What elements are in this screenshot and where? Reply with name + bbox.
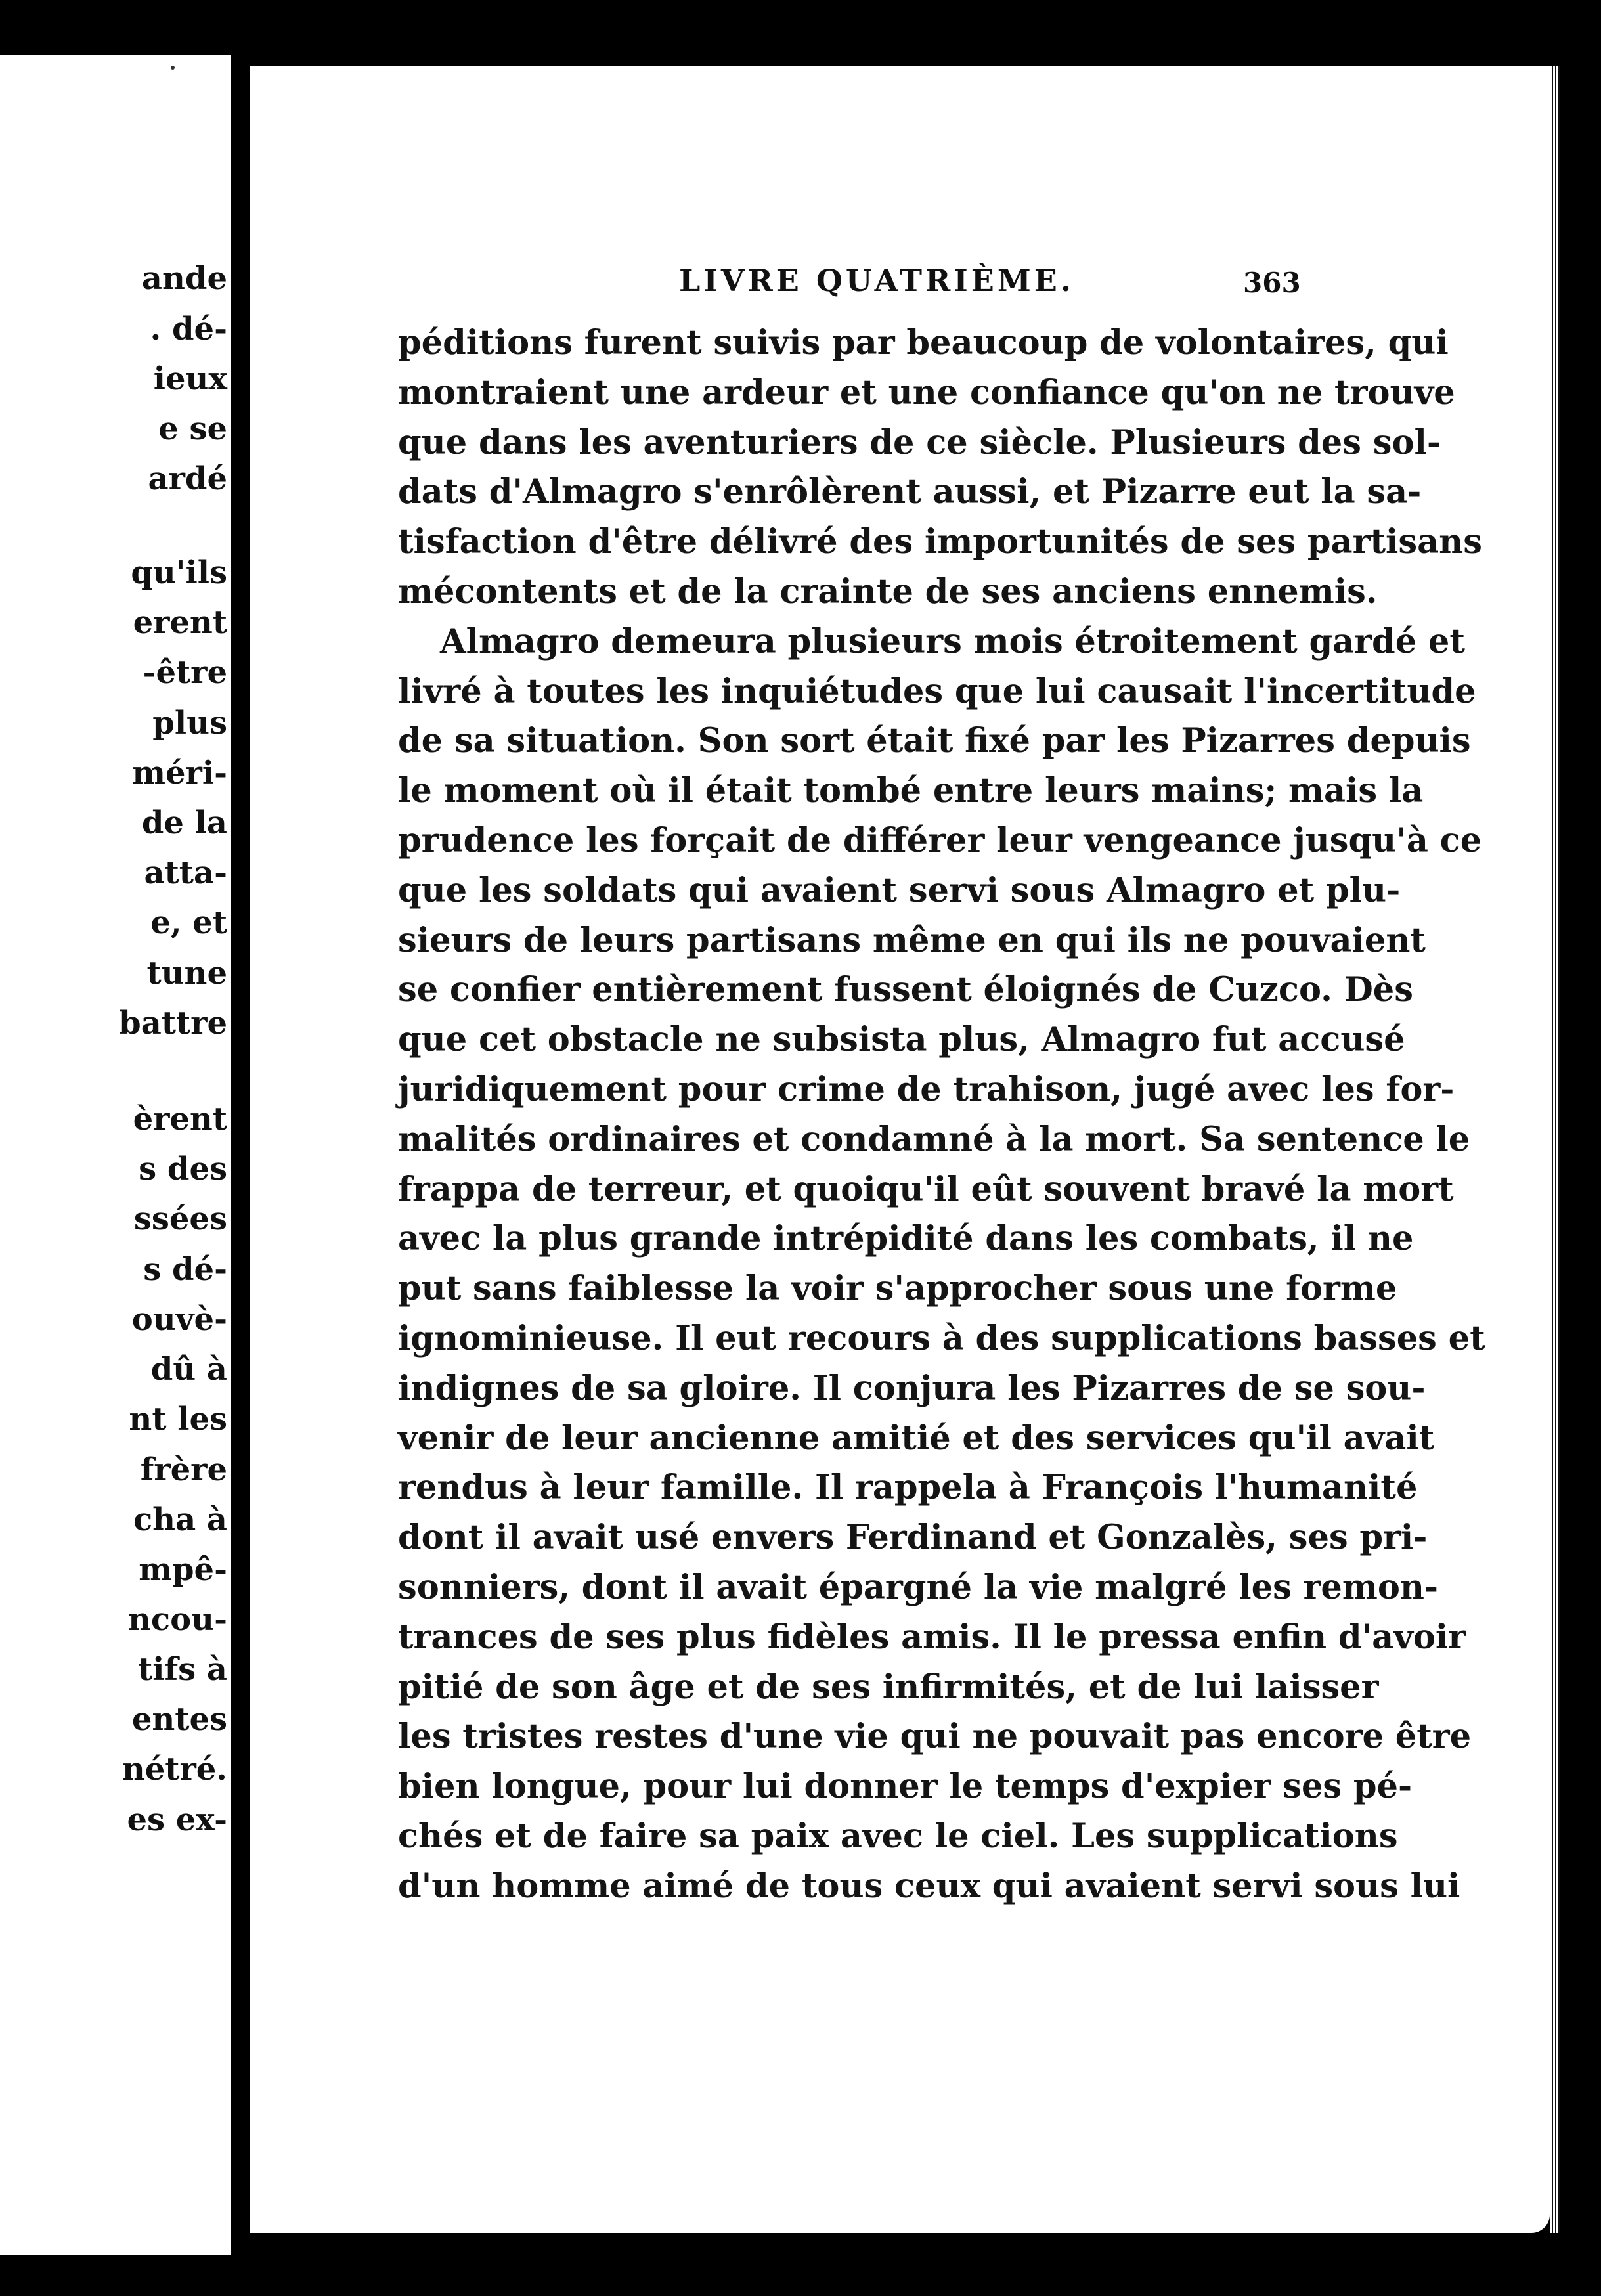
left-page-fragment: e se xyxy=(158,410,227,447)
left-page-fragment: atta- xyxy=(144,854,227,891)
text-line: dont il avait usé envers Ferdinand et Gonzalès, ses pri- xyxy=(398,1518,1428,1558)
left-page-fragment: s dé- xyxy=(143,1251,227,1288)
body-text xyxy=(398,319,1485,1912)
text-line: que dans les aventuriers de ce siècle. Plusieurs des sol- xyxy=(398,422,1441,462)
text-line: d'un homme aimé de tous ceux qui avaient servi sous lui xyxy=(398,1866,1460,1906)
left-page-fragment: dû à xyxy=(150,1351,227,1388)
left-page-fragment: tune xyxy=(146,955,227,992)
page-number: 363 xyxy=(1243,267,1301,299)
left-page-fragment: erent xyxy=(133,604,227,641)
right-page xyxy=(250,66,1550,2233)
left-page-fragment: -être xyxy=(143,654,227,691)
left-page-fragment: plus xyxy=(152,705,227,741)
text-line: le moment où il était tombé entre leurs mains; mais la xyxy=(398,771,1424,811)
left-page-fragment: ssées xyxy=(133,1201,227,1237)
text-line: pitié de son âge et de ses infirmités, et de lui laisser xyxy=(398,1667,1379,1707)
left-page-fragment: ande xyxy=(141,260,227,297)
text-line: montraient une ardeur et une confiance qu'on ne trouve xyxy=(398,372,1455,412)
text-line: de sa situation. Son sort était fixé par les Pizarres depuis xyxy=(398,721,1471,761)
left-page-fragment: entes xyxy=(131,1701,227,1738)
text-line: sonniers, dont il avait épargné la vie malgré les remon- xyxy=(398,1567,1439,1607)
text-line: les tristes restes d'une vie qui ne pouvait pas encore être xyxy=(398,1717,1472,1757)
left-page-fragment: de la xyxy=(141,805,227,841)
text-line: que les soldats qui avaient servi sous Almagro et plu- xyxy=(398,870,1401,910)
text-line: trances de ses plus fidèles amis. Il le pressa enfin d'avoir xyxy=(398,1617,1466,1657)
left-page-fragment: ouvè- xyxy=(131,1301,227,1338)
text-line: dats d'Almagro s'enrôlèrent aussi, et Pizarre eut la sa- xyxy=(398,472,1422,512)
text-line: juridiquement pour crime de trahison, jugé avec les for- xyxy=(398,1069,1455,1109)
left-page-fragment: es ex- xyxy=(127,1801,227,1838)
left-page-fragment: nétré. xyxy=(121,1751,227,1788)
left-page-fragment: e, et xyxy=(150,904,227,941)
left-page-fragment: méri- xyxy=(132,755,227,791)
left-page-fragment: mpê- xyxy=(139,1551,227,1588)
left-page-fragment: èrent xyxy=(133,1101,227,1137)
text-line: livré à toutes les inquiétudes que lui causait l'incertitude xyxy=(398,671,1476,711)
left-page-fragment: . dé- xyxy=(150,311,227,347)
text-line: mécontents et de la crainte de ses anciens ennemis. xyxy=(398,571,1378,611)
text-line: rendus à leur famille. Il rappela à François l'humanité xyxy=(398,1468,1418,1508)
left-page-fragment: ieux xyxy=(153,361,227,397)
text-line: ignominieuse. Il eut recours à des supplications basses et xyxy=(398,1318,1485,1358)
page-edges xyxy=(1550,66,1560,2233)
left-page-fragment: qu'ils xyxy=(131,554,227,591)
text-line: frappa de terreur, et quoiqu'il eût souvent bravé la mort xyxy=(398,1169,1454,1209)
left-page-fragment: s des xyxy=(139,1151,227,1187)
text-line: malités ordinaires et condamné à la mort. Sa sentence le xyxy=(398,1119,1470,1159)
running-head xyxy=(250,263,1550,302)
left-facing-page xyxy=(0,55,231,2255)
text-line: péditions furent suivis par beaucoup de volontaires, qui xyxy=(398,323,1449,363)
text-line: put sans faiblesse la voir s'approcher sous une forme xyxy=(398,1269,1397,1309)
text-line: indignes de sa gloire. Il conjura les Pizarres de se sou- xyxy=(398,1368,1426,1408)
text-line: avec la plus grande intrépidité dans les combats, il ne xyxy=(398,1219,1414,1259)
text-line: chés et de faire sa paix avec le ciel. Les supplications xyxy=(398,1816,1398,1856)
left-page-fragment: frère xyxy=(140,1451,227,1488)
left-page-fragment: tifs à xyxy=(138,1651,227,1688)
text-line: bien longue, pour lui donner le temps d'expier ses pé- xyxy=(398,1767,1413,1807)
left-page-fragment: nt les xyxy=(129,1401,227,1438)
text-line: tisfaction d'être délivré des importunités de ses partisans xyxy=(398,522,1482,562)
text-line: se confier entièrement fussent éloignés de Cuzco. Dès xyxy=(398,970,1413,1010)
text-line: venir de leur ancienne amitié et des services qu'il avait xyxy=(398,1418,1435,1458)
text-line: prudence les forçait de différer leur vengeance jusqu'à ce xyxy=(398,820,1482,860)
left-page-fragment: ardé xyxy=(148,460,227,497)
text-line: Almagro demeura plusieurs mois étroitement gardé et xyxy=(440,621,1465,661)
left-page-fragment: cha à xyxy=(133,1501,227,1538)
book-gutter xyxy=(231,0,250,2296)
left-page-fragment: ncou- xyxy=(128,1601,227,1638)
speck xyxy=(171,66,175,70)
left-page-fragment: battre xyxy=(119,1005,227,1042)
running-title: LIVRE QUATRIÈME. xyxy=(679,263,1074,298)
text-line: sieurs de leurs partisans même en qui ils ne pouvaient xyxy=(398,920,1426,960)
text-line: que cet obstacle ne subsista plus, Almagro fut accusé xyxy=(398,1020,1405,1060)
